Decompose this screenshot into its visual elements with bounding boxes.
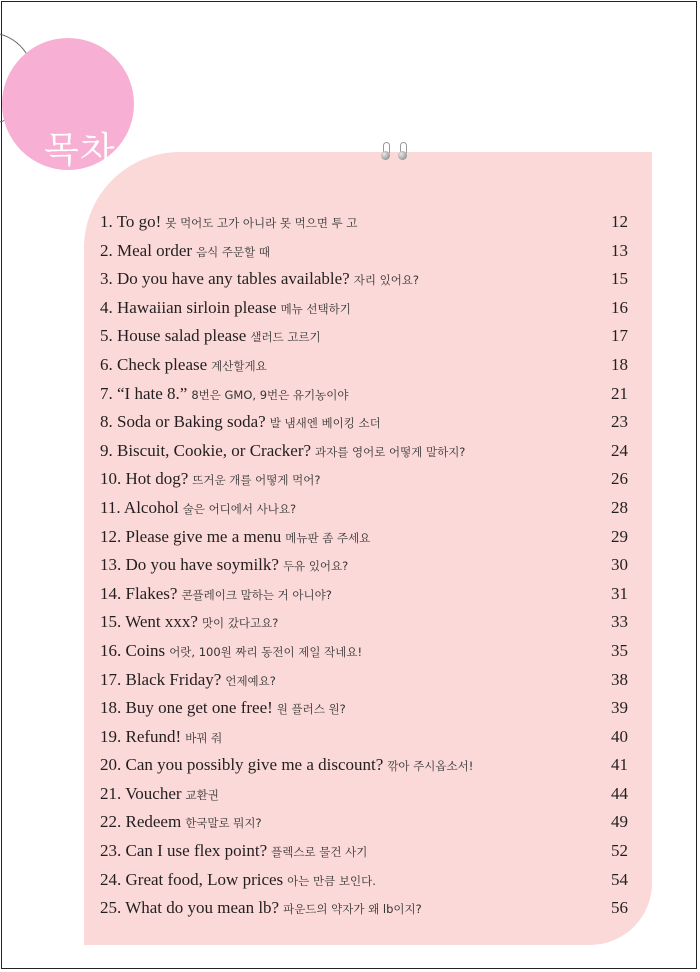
toc-entry-subtitle: 메뉴판 좀 주세요	[285, 530, 371, 545]
toc-entry[interactable]	[100, 351, 628, 380]
toc-entry-title: 11. Alcohol	[100, 497, 179, 517]
toc-entry-subtitle: 플렉스로 물건 사기	[271, 845, 368, 860]
toc-entry-title: 7. “I hate 8.”	[100, 383, 188, 403]
toc-entry-page-number: 44	[611, 783, 628, 803]
toc-entry-title: 17. Black Friday?	[100, 669, 222, 689]
toc-entry-page-number: 18	[611, 354, 628, 374]
toc-entry-title: 25. What do you mean lb?	[100, 898, 280, 918]
toc-entry[interactable]	[100, 694, 628, 723]
toc-entry-page-number: 31	[611, 583, 628, 603]
toc-entry[interactable]	[100, 580, 628, 609]
toc-entry[interactable]	[100, 465, 628, 494]
toc-entry-subtitle: 아는 만큼 보인다.	[287, 873, 376, 888]
toc-entry-page-number: 23	[611, 412, 628, 432]
toc-entry-subtitle: 샐러드 고르기	[250, 330, 321, 345]
toc-entry-subtitle: 콘플레이크 말하는 거 아니야?	[181, 587, 332, 602]
toc-entry-page-number: 40	[611, 726, 628, 746]
toc-entry-page-number: 26	[611, 469, 628, 489]
toc-entry-subtitle: 음식 주문할 때	[196, 244, 271, 259]
toc-entry[interactable]	[100, 780, 628, 809]
toc-entry[interactable]	[100, 551, 628, 580]
toc-entry-page-number: 28	[611, 497, 628, 517]
toc-entry[interactable]	[100, 666, 628, 695]
toc-entry-page-number: 24	[611, 440, 628, 460]
toc-entry-title: 8. Soda or Baking soda?	[100, 412, 266, 432]
toc-entry-subtitle: 못 먹어도 고가 아니라 못 먹으면 투 고	[165, 216, 358, 230]
toc-entry-subtitle: 8번은 GMO, 9번은 유기농이야	[191, 387, 349, 402]
toc-entry-subtitle: 깎아 주시옵소서!	[387, 759, 474, 774]
toc-entry-title: 14. Flakes?	[100, 583, 178, 603]
toc-entry-subtitle: 발 냄새엔 베이킹 소더	[269, 416, 381, 431]
toc-entry[interactable]	[100, 408, 628, 437]
toc-entry-page-number: 38	[611, 669, 628, 689]
toc-entry-page-number: 33	[611, 612, 628, 632]
toc-entry-title: 1. To go!	[100, 212, 162, 231]
toc-entry-page-number: 56	[611, 898, 628, 918]
toc-entry-page-number: 17	[611, 326, 628, 346]
toc-entry-page-number: 29	[611, 526, 628, 546]
toc-entry-title: 20. Can you possibly give me a discount?	[100, 755, 384, 775]
toc-entry-subtitle: 한국말로 뭐지?	[185, 816, 262, 831]
toc-entry-subtitle: 과자를 영어로 어떻게 말하지?	[315, 444, 466, 459]
binder-rings-icon	[378, 142, 418, 166]
toc-entry-subtitle: 계산할게요	[211, 358, 267, 373]
toc-entry[interactable]	[100, 322, 628, 351]
toc-entry-title: 2. Meal order	[100, 240, 193, 260]
page-title: 목차	[44, 130, 116, 171]
toc-entry-subtitle: 뜨거운 개를 어떻게 먹어?	[192, 473, 321, 488]
toc-entry[interactable]	[100, 637, 628, 666]
toc-entry-title: 18. Buy one get one free!	[100, 698, 273, 718]
toc-entry-subtitle: 원 플러스 원?	[276, 702, 346, 717]
toc-entry-page-number: 30	[611, 555, 628, 575]
toc-entry[interactable]	[100, 523, 628, 552]
toc-entry-title: 16. Coins	[100, 640, 166, 660]
toc-entry[interactable]	[100, 208, 628, 237]
toc-entry-page-number: 54	[611, 869, 628, 889]
toc-entry-subtitle: 메뉴 선택하기	[280, 301, 351, 316]
toc-entry-page-number: 39	[611, 698, 628, 718]
toc-entry-subtitle: 바꿔 줘	[185, 730, 223, 745]
toc-entry-title: 9. Biscuit, Cookie, or Cracker?	[100, 440, 312, 460]
toc-entry-page-number: 41	[611, 755, 628, 775]
toc-entry-subtitle: 자리 있어요?	[353, 273, 420, 288]
toc-entry-title: 23. Can I use flex point?	[100, 841, 268, 861]
toc-entry-title: 12. Please give me a menu	[100, 526, 282, 546]
toc-entry-page-number: 15	[611, 269, 628, 289]
toc-entry-title: 15. Went xxx?	[100, 612, 198, 632]
toc-entry-subtitle: 술은 어디에서 사나요?	[182, 501, 297, 516]
toc-entry-title: 3. Do you have any tables available?	[100, 269, 350, 289]
toc-entry-page-number: 49	[611, 812, 628, 832]
toc-entry[interactable]	[100, 437, 628, 466]
toc-entry[interactable]	[100, 808, 628, 837]
toc-entry-title: 4. Hawaiian sirloin please	[100, 297, 277, 317]
table-of-contents	[100, 208, 628, 923]
toc-entry-title: 13. Do you have soymilk?	[100, 555, 279, 575]
toc-entry-title: 5. House salad please	[100, 326, 247, 346]
toc-entry-subtitle: 언제예요?	[225, 673, 276, 688]
toc-entry-title: 24. Great food, Low prices	[100, 869, 284, 889]
toc-entry[interactable]	[100, 237, 628, 266]
toc-entry[interactable]	[100, 723, 628, 752]
toc-entry-page-number: 12	[611, 212, 628, 231]
toc-entry[interactable]	[100, 494, 628, 523]
toc-entry[interactable]	[100, 894, 628, 923]
toc-entry[interactable]	[100, 265, 628, 294]
toc-entry[interactable]	[100, 866, 628, 895]
toc-entry[interactable]	[100, 751, 628, 780]
toc-entry-title: 19. Refund!	[100, 726, 182, 746]
toc-entry[interactable]	[100, 608, 628, 637]
toc-entry-subtitle: 맛이 갔다고요?	[201, 616, 279, 631]
toc-entry-page-number: 16	[611, 297, 628, 317]
toc-entry-subtitle: 파운드의 약자가 왜 lb이지?	[283, 902, 422, 917]
toc-entry-title: 6. Check please	[100, 354, 208, 374]
toc-entry[interactable]	[100, 837, 628, 866]
ring-icon	[381, 142, 391, 162]
toc-entry-title: 10. Hot dog?	[100, 469, 189, 489]
toc-entry-title: 21. Voucher	[100, 783, 182, 803]
toc-entry-subtitle: 교환권	[185, 787, 219, 802]
toc-entry[interactable]	[100, 294, 628, 323]
toc-entry-page-number: 13	[611, 240, 628, 260]
toc-entry-page-number: 52	[611, 841, 628, 861]
toc-entry-title: 22. Redeem	[100, 812, 182, 832]
ring-icon	[398, 142, 408, 162]
toc-entry-subtitle: 두유 있어요?	[282, 559, 349, 574]
toc-entry-page-number: 35	[611, 640, 628, 660]
toc-entry-page-number: 21	[611, 383, 628, 403]
toc-entry-subtitle: 어랏, 100원 짜리 동전이 제일 작네요!	[169, 644, 363, 659]
toc-entry[interactable]	[100, 380, 628, 409]
